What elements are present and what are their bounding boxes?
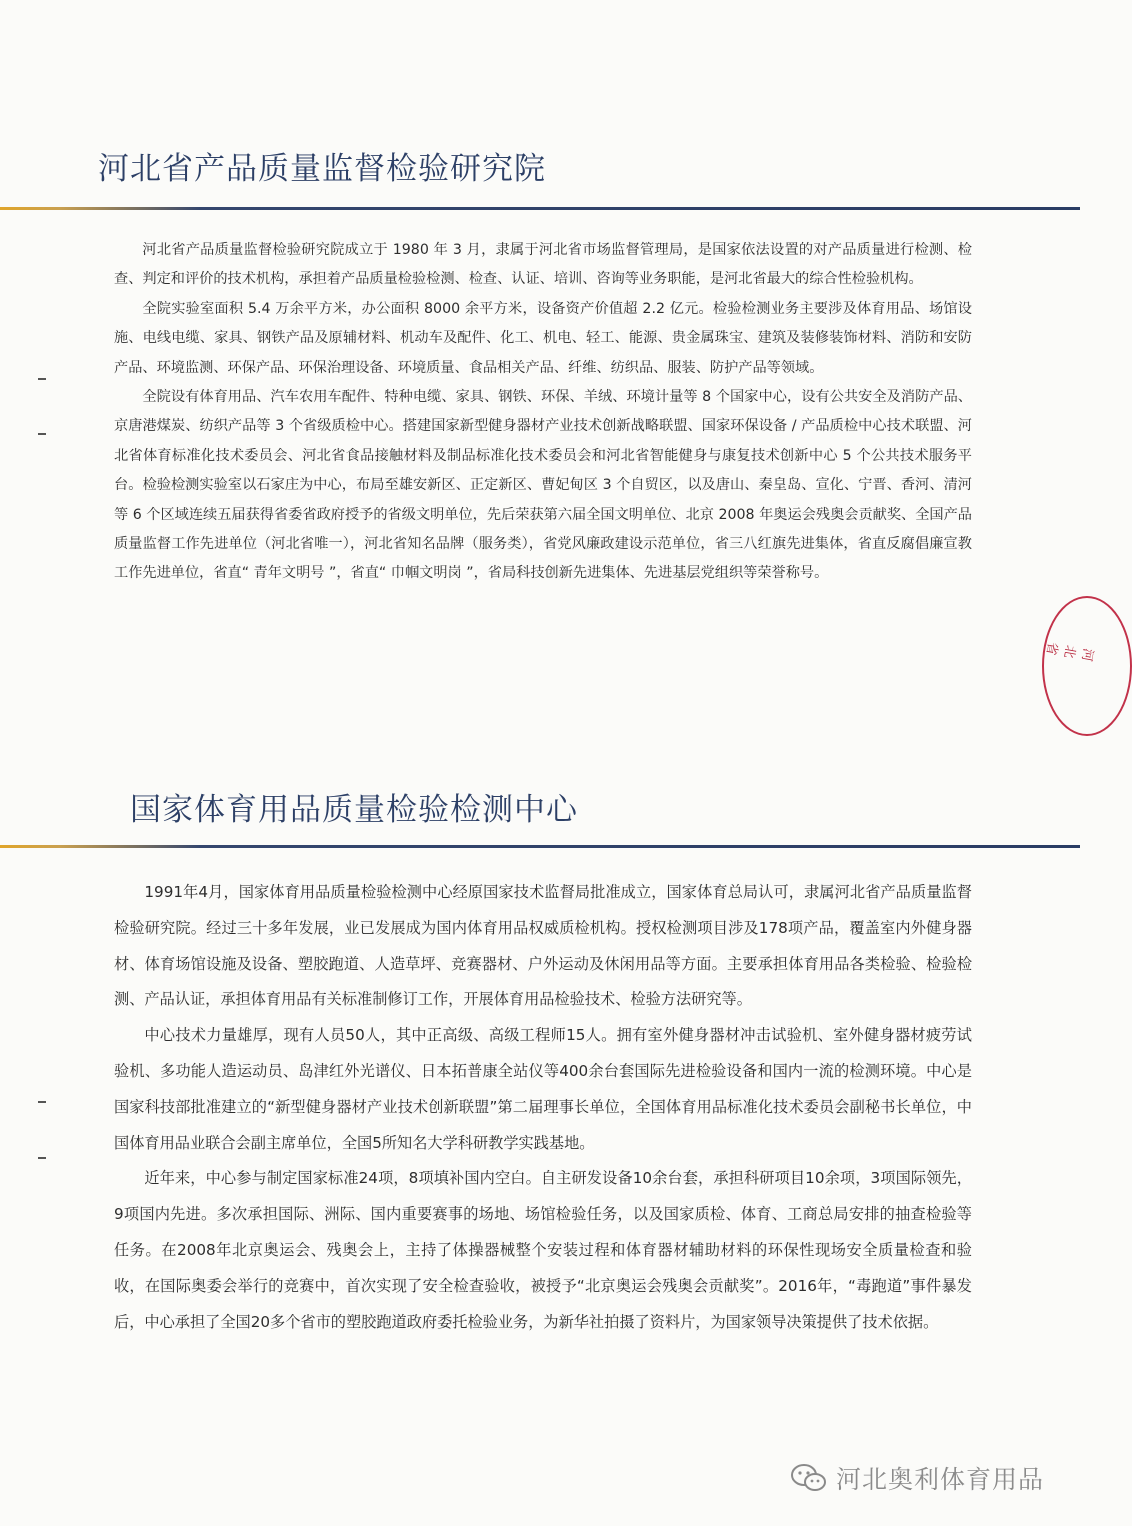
scan-margin-mark: [38, 1101, 46, 1103]
watermark-text: 河北奥利体育用品: [836, 1465, 1045, 1494]
paragraph: 全院设有体育用品、汽车农用车配件、特种电缆、家具、钢铁、环保、羊绒、环境计量等 8 个国家中心，设有公共安全及消防产品、京唐港煤炭、纺织产品等 3 个省级质检中心。搭建国家新型健身器材产业技术创新战略联盟、国家环保设备 / 产品质检中心技术联盟、河北省体育标准化技术委员会、河北省食品接触材料及制品标准化技术委员会和河北省智能健身与康复技术创新中心 5 个公共技术服务平台。检验检测实验室以石家庄为中心，布局至雄安新区、正定新区、曹妃甸区 3 个自贸区，以及唐山、秦皇岛、宣化、宁晋、香河、清河等 6 个区域连续五届获得省委省政府授予的省级文明单位，先后荣获第六届全国文明单位、北京 2008 年奥运会残奥会贡献奖、全国产品质量监督工作先进单位（河北省唯一），河北省知名品牌（服务类），省党风廉政建设示范单位，省三八红旗先进集体，省直反腐倡廉宣教工作先进单位，省直“ 青年文明号 ”，省直“ 巾帼文明岗 ”，省局科技创新先进集体、先进基层党组织等荣誉称号。: [114, 389, 972, 582]
scan-margin-mark: [38, 1157, 46, 1159]
title-underline: [0, 207, 1080, 210]
section-title-institute: 河北省产品质量监督检验研究院: [98, 151, 546, 187]
paragraph: 中心技术力量雄厚，现有人员50人，其中正高级、高级工程师15人。拥有室外健身器材冲击试验机、室外健身器材疲劳试验机、多功能人造运动员、岛津红外光谱仪、日本拓普康全站仪等400余台套国际先进检验设备和国内一流的检测环境。中心是国家科技部批准建立的“新型健身器材产业技术创新联盟”第二届理事长单位，全国体育用品标准化技术委员会副秘书长单位，中国体育用品业联合会副主席单位，全国5所知名大学科研教学实践基地。: [114, 1026, 972, 1152]
institute-description: [114, 236, 972, 589]
scan-margin-mark: [38, 378, 46, 380]
title-underline: [0, 845, 1080, 848]
watermark: [790, 1458, 1044, 1498]
paragraph: 近年来，中心参与制定国家标准24项，8项填补国内空白。自主研发设备10余台套，承担科研项目10余项，3项国际领先，9项国内先进。多次承担国际、洲际、国内重要赛事的场地、场馆检验任务，以及国家质检、体育、工商总局安排的抽查检验等任务。在2008年北京奥运会、残奥会上，主持了体操器械整个安装过程和体育器材辅助材料的环保性现场安全质量检查和验收，在国际奥委会举行的竞赛中，首次实现了安全检查验收，被授予“北京奥运会残奥会贡献奖”。2016年，“毒跑道”事件暴发后，中心承担了全国20多个省市的塑胶跑道政府委托检验业务，为新华社拍摄了资料片，为国家领导决策提供了技术依据。: [114, 1169, 972, 1331]
paragraph: 河北省产品质量监督检验研究院成立于 1980 年 3 月，隶属于河北省市场监督管理局，是国家依法设置的对产品质量进行检测、检查、判定和评价的技术机构，承担着产品质量检验检测、检查、认证、培训、咨询等业务职能，是河北省最大的综合性检验机构。: [114, 242, 972, 288]
paragraph: 1991年4月，国家体育用品质量检验检测中心经原国家技术监督局批准成立，国家体育总局认可，隶属河北省产品质量监督检验研究院。经过三十多年发展，业已发展成为国内体育用品权威质检机构。授权检测项目涉及178项产品，覆盖室内外健身器材、体育场馆设施及设备、塑胶跑道、人造草坪、竞赛器材、户外运动及休闲用品等方面。主要承担体育用品各类检验、检验检测、产品认证，承担体育用品有关标准制修订工作，开展体育用品检验技术、检验方法研究等。: [114, 883, 972, 1009]
paragraph: 全院实验室面积 5.4 万余平方米，办公面积 8000 余平方米，设备资产价值超 2.2 亿元。检验检测业务主要涉及体育用品、场馆设施、电线电缆、家具、钢铁产品及原辅材料、机动车及配件、化工、机电、轻工、能源、贵金属珠宝、建筑及装修装饰材料、消防和安防产品、环境监测、环保产品、环保治理设备、环境质量、食品相关产品、纤维、纺织品、服装、防护产品等领域。: [114, 300, 972, 376]
center-description: [114, 875, 972, 1340]
seal-text: 河北省: [1042, 640, 1096, 663]
scan-margin-mark: [38, 433, 46, 435]
wechat-icon: [790, 1462, 828, 1494]
section-title-center: 国家体育用品质量检验检测中心: [130, 792, 578, 828]
